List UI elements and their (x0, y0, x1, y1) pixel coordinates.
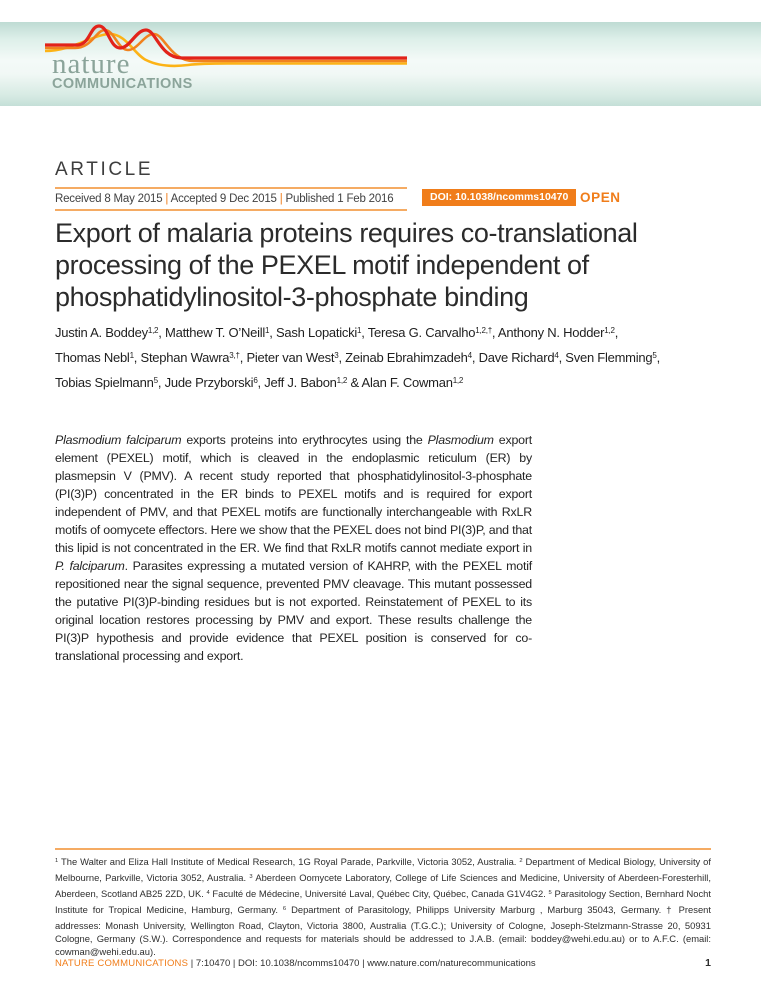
article-title (55, 217, 637, 313)
footer-journal-name: NATURE COMMUNICATIONS (55, 958, 189, 969)
title-line-1: Export of malaria proteins requires co-translational (55, 218, 638, 248)
title-line-3: phosphatidylinositol-3-phosphate binding (55, 282, 529, 312)
footer-journal-url[interactable]: www.nature.com/naturecommunications (367, 958, 536, 969)
footer-citation-text: | 7:10470 | DOI: 10.1038/ncomms10470 | (188, 958, 368, 969)
affiliations-footnote: $^1$ The Walter and Eliza Hall Institute of Medical Research, 1G Royal Parade, Parkville, Victoria 3052, Australia. $^2$ Department of Medical Biology, University of Melbourne, Parkville, Victoria 3052, Australia. $^3$ Aberdeen Oomycete Laboratory, College of Life Sciences and Medicine, University of Aberdeen-Foresterhill, Aberdeen, Scotland AB25 2ZD, UK. $^4$ Faculté de Médecine, Université Laval, Québec City, Québec, Canada G1V4G2. $^5$ Parasitology Section, Bernhard Nocht Institute for Tropical Medicine, Hamburg, Germany. $^6$ Department of Parasitology, Philipps University Marburg , Marburg 35043, Germany. † Present addresses: Monash University, Wellington Road, Clayton, Victoria 3800, Australia (T.G.C.); University of Cologne, Joseph-Stelzmann-Strasse 20, 50931 Cologne, Germany (S.W.). Correspondence and requests for materials should be addressed to J.A.B. (email: boddey@wehi.edu.au) or to A.F.C. (email: cowman@wehi.edu.au). (55, 856, 712, 957)
article-kicker: ARTICLE (55, 159, 154, 180)
doi-badge[interactable]: DOI: 10.1038/ncomms10470 (422, 189, 576, 206)
header-rule-bottom (55, 209, 407, 211)
abstract-text: Plasmodium falciparum exports proteins into erythrocytes using the Plasmodium export element (PEXEL) motif, which is cleaved in the endoplasmic reticulum (ER) by plasmepsin V (PMV). A recent study reported that phosphatidylinositol-3-phosphate (PI(3)P) concentrated in the ER binds to PEXEL motifs and is required for export independent of PMV, and that PEXEL motifs are functionally interchangeable with RxLR motifs of oomycete effectors. Here we show that the PEXEL does not bind PI(3)P, and that this lipid is not concentrated in the ER. We find that RxLR motifs cannot mediate export in P. falciparum. Parasites expressing a mutated version of KAHRP, with the PEXEL motif repositioned near the signal sequence, prevented PMV cleavage. This mutant possessed the putative PI(3)P-binding residues but is not exported. Reinstatement of PEXEL to its original location restores processing by PMV and export. These results challenge the PI(3)P hypothesis and provide evidence that PEXEL position is conserved for co-translational processing and export. (55, 433, 533, 663)
footer-citation (55, 958, 536, 969)
received-accepted-published-line: Received 8 May 2015 | Accepted 9 Dec 2015 | Published 1 Feb 2016 (55, 193, 394, 205)
header-rule-top (55, 187, 407, 189)
nature-logo-text: nature (52, 48, 131, 80)
affiliations-rule (55, 848, 711, 850)
footer-page-number: 1 (705, 957, 711, 969)
communications-logo-text: COMMUNICATIONS (52, 76, 193, 92)
page-footer (55, 957, 711, 969)
open-access-label: OPEN (580, 190, 621, 205)
author-list: Justin A. Boddey$^{1,2}$, Matthew T. O’Neill$^1$, Sash Lopaticki$^1$, Teresa G. Carvalho$^{1,2,\dagger}$, Anthony N. Hodder$^{1,2}$, Thomas Nebl$^1$, Stephan Wawra$^{3,\dagger}$, Pieter van West$^3$, Zeinab Ebrahimzadeh$^4$, Dave Richard$^4$, Sven Flemming$^5$, Tobias Spielmann$^5$, Jude Przyborski$^6$, Jeff J. Babon$^{1,2}$ & Alan F. Cowman$^{1,2}$ (55, 325, 660, 390)
title-line-2: processing of the PEXEL motif independent of (55, 250, 589, 280)
